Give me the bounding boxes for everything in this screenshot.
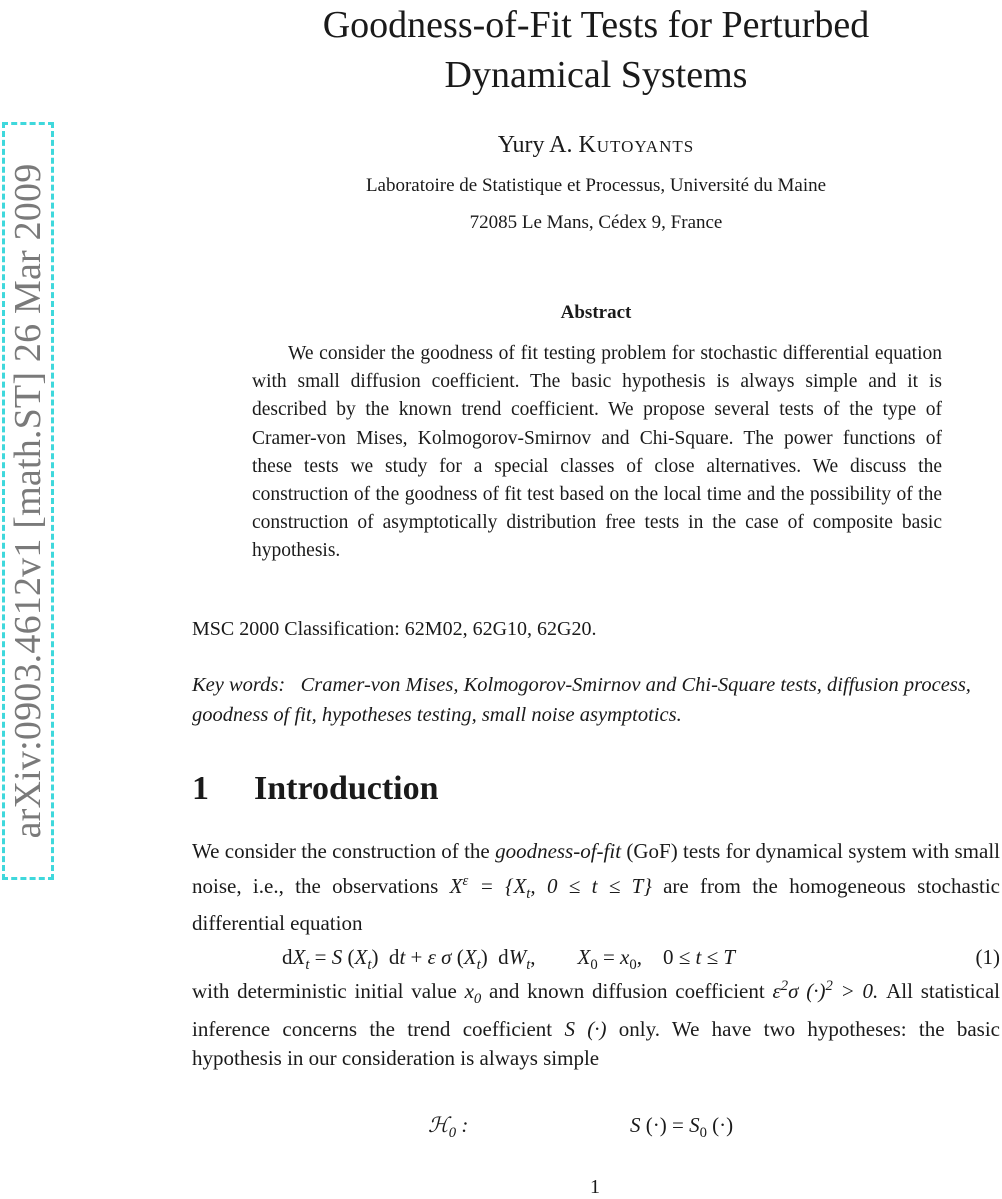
intro-paragraph-2 [192, 972, 1000, 1074]
arxiv-identifier: arXiv:0903.4612v1 [math.ST] 26 Mar 2009 [7, 163, 49, 839]
para1-emphasis: goodness-of-fit [495, 839, 622, 863]
keywords [192, 670, 1000, 730]
title-line-1: Goodness-of-Fit Tests for Perturbed [322, 4, 870, 46]
section-heading-introduction [192, 770, 439, 808]
page-number: 1 [590, 1176, 600, 1198]
affiliation-line-2: 72085 Le Mans, Cédex 9, France [469, 212, 723, 233]
hypothesis-colon: : [456, 1113, 469, 1137]
section-title: Introduction [254, 770, 439, 807]
observation-set-math: $X^\varepsilon = \{X_t$, 0 ≤ t ≤ T} [449, 872, 652, 902]
para2-text-c: All statistical inference concerns the trend coefficient [192, 979, 1001, 1041]
paper-title [190, 0, 1002, 100]
intro-paragraph-1 [192, 837, 1000, 939]
section-number: 1 [192, 770, 209, 807]
sde-equation: $dX_t = S$ $(X_t)$ dt + ε σ $(X_t)$ $dW_t$, $X_0 = x_0$, 0 ≤ t ≤ T [282, 945, 736, 974]
hypothesis-subscript: 0 [448, 1125, 457, 1142]
arxiv-side-stamp [2, 122, 54, 880]
hypothesis-expression: S (·) = $S_0$ (·) [630, 1113, 734, 1142]
keywords-label: Key words: [192, 674, 286, 696]
hypothesis-h0 [192, 1113, 1000, 1143]
diffusion-coef-math: $\varepsilon^2\sigma$ $(\cdot)^2 > 0$. [772, 978, 879, 1003]
initial-value-math: $x_0$ [464, 979, 482, 1008]
para1-text-b: (GoF) tests for dynamical system with small noise, i.e., the observations [192, 839, 1000, 898]
msc-classification: MSC 2000 Classification: 62M02, 62G10, 62G20. [192, 618, 597, 640]
para1-text-c: are from the homogeneous stochastic differential equation [192, 873, 1000, 936]
author-first-name: Yury A. [497, 132, 579, 158]
para2-text-d: only. We have two hypotheses: the basic hypothesis in our consideration is always simple [192, 1016, 1000, 1071]
hypothesis-symbol: ℋ [428, 1113, 449, 1137]
para2-text-a: with deterministic initial value [192, 979, 465, 1003]
abstract-text: We consider the goodness of fit testing problem for stochastic differential equation with small diffusion coefficient. The basic hypothesis is always simple and it is described by the known trend coefficient. We propose several tests of the type of Cramer-von Mises, Kolmogorov-Smirnov and Chi-Square. The power functions of these tests we study for a special classes of close alternatives. We discuss the construction of the goodness of fit test based on the local time and the possibility of the construction of asymptotically distribution free tests in the case of composite basic hypothesis. [252, 343, 942, 562]
para1-text-a: We consider the construction of the [192, 839, 496, 863]
title-line-2: Dynamical Systems [444, 54, 748, 96]
hypothesis-label [428, 1113, 468, 1142]
author [190, 132, 1002, 159]
equation-number: (1) [975, 945, 1000, 969]
keywords-list: Cramer-von Mises, Kolmogorov-Smirnov and Chi-Square tests, diffusion process, goodness of fit, hypotheses testing, small noise asymptotics. [192, 674, 971, 726]
abstract-heading: Abstract [560, 302, 632, 323]
para2-text-b: and known diffusion coefficient [481, 979, 773, 1003]
author-last-name: Kutoyants [578, 132, 695, 158]
trend-coef-math: S (·) [564, 1016, 607, 1041]
affiliation-line-1: Laboratoire de Statistique et Processus, Université du Maine [365, 175, 827, 196]
